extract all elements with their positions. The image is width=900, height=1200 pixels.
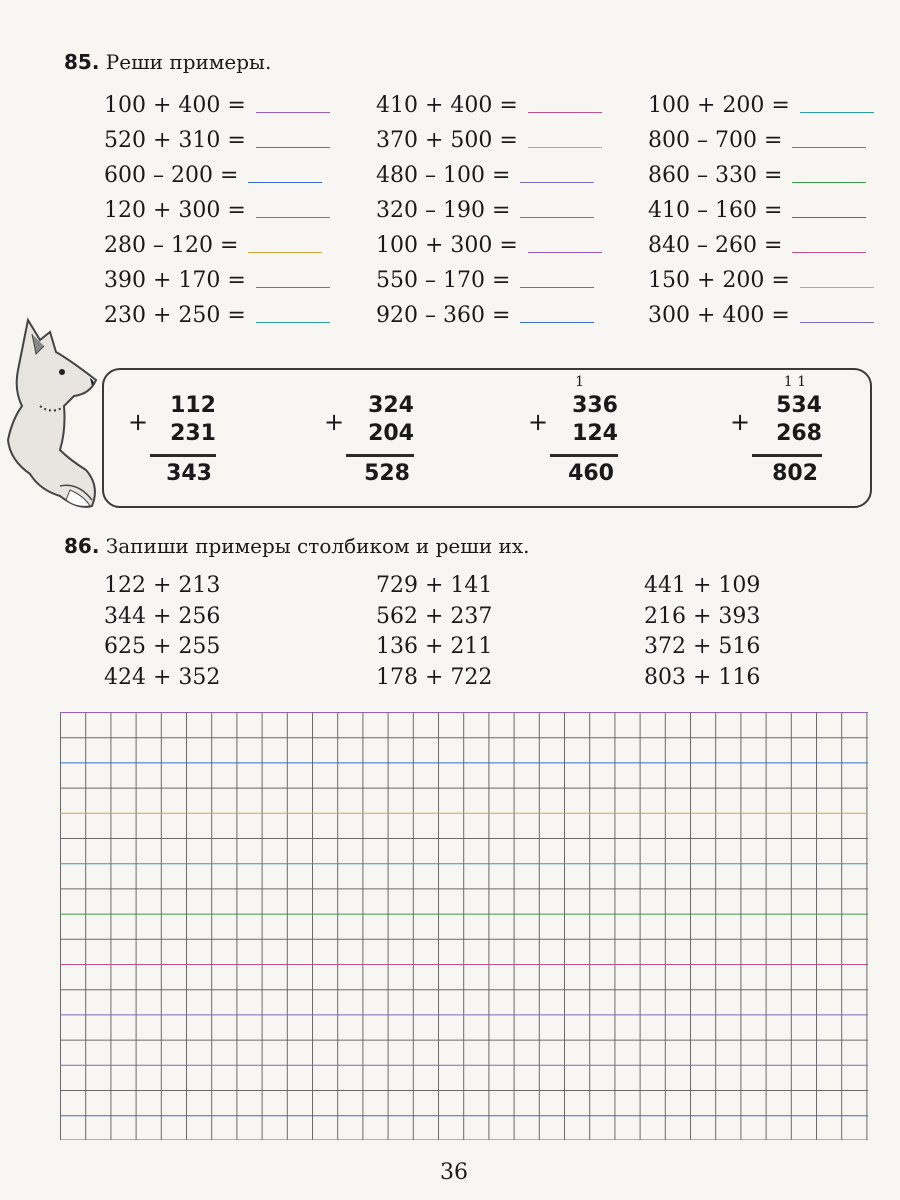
column-addition-example-4 <box>730 374 822 486</box>
exercise-85-title <box>64 50 271 74</box>
equation-text: 100 + 400 = <box>104 93 246 118</box>
addend-bottom: 231 <box>170 421 216 446</box>
plus-sign: + <box>128 408 149 436</box>
carry-digits: 1 1 <box>783 374 806 390</box>
answer-blank[interactable] <box>256 287 330 288</box>
equation-text: 120 + 300 = <box>104 198 246 223</box>
exercise-85-number: 85. <box>64 50 100 74</box>
column-addition-example-2 <box>324 374 414 486</box>
plus-sign: + <box>528 408 549 436</box>
carry-digits <box>346 374 414 392</box>
addend-top: 112 <box>170 393 216 418</box>
answer-blank[interactable] <box>792 217 866 218</box>
answer-blank[interactable] <box>248 182 322 183</box>
column-task-item: 424 + 352 <box>104 664 221 690</box>
equation-row <box>648 193 874 228</box>
ex86-column-2 <box>376 573 492 695</box>
answer-blank[interactable] <box>256 217 330 218</box>
column-task-item: 216 + 393 <box>644 603 761 629</box>
answer-blank[interactable] <box>256 322 330 323</box>
addend-top: 534 <box>776 393 822 418</box>
equation-row <box>104 158 330 193</box>
answer-blank[interactable] <box>520 217 594 218</box>
plus-sign: + <box>730 408 751 436</box>
column-task-item: 178 + 722 <box>376 664 493 690</box>
sum-result: 528 <box>364 461 410 486</box>
equation-text: 300 + 400 = <box>648 303 790 328</box>
equation-text: 390 + 170 = <box>104 268 246 293</box>
sum-line <box>150 454 216 457</box>
answer-blank[interactable] <box>528 147 602 148</box>
column-task-item: 729 + 141 <box>376 573 493 598</box>
equation-row <box>648 123 874 158</box>
column-addition-example-1 <box>128 374 216 486</box>
answer-blank[interactable] <box>792 182 866 183</box>
equation-row <box>648 263 874 298</box>
addend-bottom: 124 <box>572 421 618 446</box>
answer-blank[interactable] <box>520 287 594 288</box>
sum-result: 343 <box>166 461 212 486</box>
equation-text: 600 – 200 = <box>104 163 239 188</box>
exercise-86-number: 86. <box>64 534 100 558</box>
sum-line <box>550 454 618 457</box>
addend-top: 324 <box>368 393 414 418</box>
answer-blank[interactable] <box>256 112 330 113</box>
equation-text: 520 + 310 = <box>104 128 246 153</box>
column-task-item: 441 + 109 <box>644 573 761 598</box>
sum-result: 460 <box>568 461 614 486</box>
equation-row <box>376 193 602 228</box>
sum-line <box>346 454 414 457</box>
answer-blank[interactable] <box>792 252 866 253</box>
equation-text: 150 + 200 = <box>648 268 790 293</box>
exercise-85-text: Реши примеры. <box>105 50 272 74</box>
equation-row <box>376 298 602 333</box>
answer-blank[interactable] <box>520 322 594 323</box>
equation-row <box>104 298 330 333</box>
addend-top: 336 <box>572 393 618 418</box>
equation-text: 410 + 400 = <box>376 93 518 118</box>
writing-grid[interactable] <box>60 712 868 1140</box>
column-task-item: 562 + 237 <box>376 603 493 629</box>
equation-text: 410 – 160 = <box>648 198 783 223</box>
answer-blank[interactable] <box>248 252 322 253</box>
equation-text: 480 – 100 = <box>376 163 511 188</box>
equation-text: 320 – 190 = <box>376 198 511 223</box>
answer-blank[interactable] <box>800 112 874 113</box>
equation-row <box>104 88 330 123</box>
column-task-item: 136 + 211 <box>376 634 493 659</box>
equation-row <box>376 123 602 158</box>
equation-row <box>648 88 874 123</box>
equation-row <box>104 193 330 228</box>
equation-text: 800 – 700 = <box>648 128 783 153</box>
equation-text: 860 – 330 = <box>648 163 783 188</box>
answer-blank[interactable] <box>800 322 874 323</box>
answer-blank[interactable] <box>792 147 866 148</box>
equation-row <box>648 298 874 333</box>
addend-bottom: 268 <box>776 421 822 446</box>
carry-digits <box>150 374 216 392</box>
equation-text: 280 – 120 = <box>104 233 239 258</box>
answer-blank[interactable] <box>528 112 602 113</box>
equation-row <box>104 228 330 263</box>
plus-sign: + <box>324 408 345 436</box>
addend-bottom: 204 <box>368 421 414 446</box>
equation-row <box>648 228 874 263</box>
column-task-item: 625 + 255 <box>104 634 221 659</box>
ex85-column-2 <box>376 88 602 333</box>
equation-text: 370 + 500 = <box>376 128 518 153</box>
equation-row <box>376 158 602 193</box>
column-task-item: 803 + 116 <box>644 664 761 690</box>
answer-blank[interactable] <box>256 147 330 148</box>
column-task-item: 344 + 256 <box>104 603 221 629</box>
sum-line <box>752 454 822 457</box>
ex85-column-3 <box>648 88 874 333</box>
page-number: 36 <box>440 1160 468 1185</box>
equation-row <box>104 123 330 158</box>
column-addition-example-3 <box>528 374 618 486</box>
sum-result: 802 <box>772 461 818 486</box>
equation-row <box>376 88 602 123</box>
equation-text: 100 + 300 = <box>376 233 518 258</box>
exercise-86-title <box>64 534 529 558</box>
equation-text: 230 + 250 = <box>104 303 246 328</box>
equation-row <box>376 228 602 263</box>
answer-blank[interactable] <box>800 287 874 288</box>
equation-text: 920 – 360 = <box>376 303 511 328</box>
equation-row <box>376 263 602 298</box>
carry-digits: 1 <box>575 374 584 390</box>
exercise-86-text: Запиши примеры столбиком и реши их. <box>105 534 530 558</box>
answer-blank[interactable] <box>520 182 594 183</box>
ex86-column-3 <box>644 573 760 695</box>
answer-blank[interactable] <box>528 252 602 253</box>
column-task-item: 372 + 516 <box>644 634 761 659</box>
equation-text: 550 – 170 = <box>376 268 511 293</box>
ex85-column-1 <box>104 88 330 333</box>
equation-row <box>104 263 330 298</box>
column-task-item: 122 + 213 <box>104 573 221 598</box>
ex86-column-1 <box>104 573 220 695</box>
fox-illustration <box>0 310 110 510</box>
equation-text: 840 – 260 = <box>648 233 783 258</box>
equation-text: 100 + 200 = <box>648 93 790 118</box>
equation-row <box>648 158 874 193</box>
